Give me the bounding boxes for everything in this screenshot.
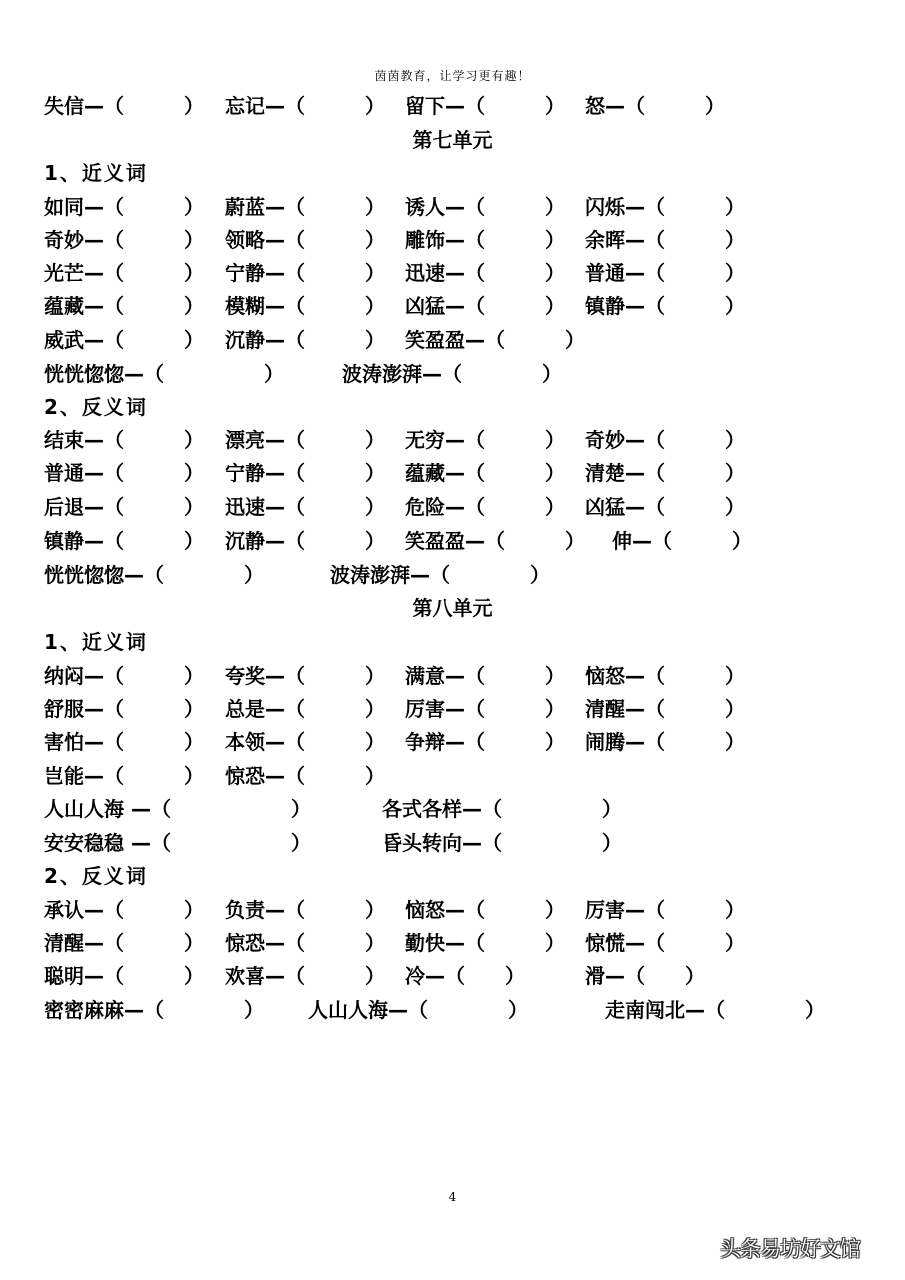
exercise-item: 后退—（ ） xyxy=(44,495,204,519)
exercise-item: 凶猛—（ ） xyxy=(585,495,745,519)
exercise-item: 惊恐—（ ） xyxy=(225,931,385,955)
exercise-item: 奇妙—（ ） xyxy=(585,428,745,452)
exercise-item: 夸奖—（ ） xyxy=(225,664,385,688)
exercise-row xyxy=(0,559,905,592)
exercise-item: 恍恍惚惚—（ ） xyxy=(44,563,264,587)
exercise-item: 如同—（ ） xyxy=(44,195,204,219)
exercise-item: 聪明—（ ） xyxy=(44,964,204,988)
exercise-row xyxy=(0,290,905,323)
exercise-item: 威武—（ ） xyxy=(44,328,204,352)
exercise-row xyxy=(0,760,905,793)
exercise-item: 昏头转向—（ ） xyxy=(382,831,622,855)
exercise-item: 普通—（ ） xyxy=(585,261,745,285)
exercise-item: 伸—（ ） xyxy=(612,529,752,553)
exercise-item: 漂亮—（ ） xyxy=(225,428,385,452)
exercise-item: 惊慌—（ ） xyxy=(585,931,745,955)
exercise-item: 奇妙—（ ） xyxy=(44,228,204,252)
exercise-item: 本领—（ ） xyxy=(225,730,385,754)
exercise-row xyxy=(0,960,905,993)
exercise-item: 厉害—（ ） xyxy=(405,697,565,721)
exercise-row xyxy=(0,660,905,693)
exercise-item: 雕饰—（ ） xyxy=(405,228,565,252)
exercise-item: 闪烁—（ ） xyxy=(585,195,745,219)
exercise-item: 人山人海—（ ） xyxy=(308,998,528,1022)
exercise-item: 各式各样—（ ） xyxy=(382,797,622,821)
exercise-item: 承认—（ ） xyxy=(44,898,204,922)
exercise-item: 恼怒—（ ） xyxy=(405,898,565,922)
exercise-item: 人山人海 —（ ） xyxy=(44,797,311,821)
exercise-item: 领略—（ ） xyxy=(225,228,385,252)
section-heading: 1、近义词 xyxy=(44,161,148,185)
exercise-row xyxy=(0,191,905,224)
exercise-item: 镇静—（ ） xyxy=(44,529,204,553)
exercise-item: 危险—（ ） xyxy=(405,495,565,519)
page-header: 茵茵教育，让学习更有趣！ xyxy=(374,69,531,83)
exercise-item: 凶猛—（ ） xyxy=(405,294,565,318)
exercise-row xyxy=(0,457,905,490)
exercise-item: 留下—（ ） xyxy=(405,94,565,118)
section-heading: 2、反义词 xyxy=(44,864,148,888)
exercise-item: 清楚—（ ） xyxy=(585,461,745,485)
exercise-item: 宁静—（ ） xyxy=(225,461,385,485)
exercise-row xyxy=(0,827,905,860)
exercise-item: 迅速—（ ） xyxy=(405,261,565,285)
exercise-item: 蕴藏—（ ） xyxy=(405,461,565,485)
exercise-item: 争辩—（ ） xyxy=(405,730,565,754)
exercise-row xyxy=(0,793,905,826)
exercise-item: 沉静—（ ） xyxy=(225,529,385,553)
exercise-item: 舒服—（ ） xyxy=(44,697,204,721)
watermark: 头条易坊好文馆 xyxy=(720,1237,860,1261)
exercise-item: 光芒—（ ） xyxy=(44,261,204,285)
exercise-item: 惊恐—（ ） xyxy=(225,764,385,788)
exercise-item: 宁静—（ ） xyxy=(225,261,385,285)
exercise-item: 走南闯北—（ ） xyxy=(605,998,825,1022)
exercise-item: 笑盈盈—（ ） xyxy=(405,328,585,352)
exercise-item: 忘记—（ ） xyxy=(225,94,385,118)
exercise-item: 恼怒—（ ） xyxy=(585,664,745,688)
exercise-row xyxy=(0,324,905,357)
exercise-item: 沉静—（ ） xyxy=(225,328,385,352)
exercise-row xyxy=(0,525,905,558)
exercise-item: 清醒—（ ） xyxy=(585,697,745,721)
exercise-item: 勤快—（ ） xyxy=(405,931,565,955)
exercise-item: 蔚蓝—（ ） xyxy=(225,195,385,219)
exercise-item: 滑—（ ） xyxy=(585,964,705,988)
exercise-item: 结束—（ ） xyxy=(44,428,204,452)
exercise-item: 闹腾—（ ） xyxy=(585,730,745,754)
exercise-item: 纳闷—（ ） xyxy=(44,664,204,688)
exercise-item: 岂能—（ ） xyxy=(44,764,204,788)
exercise-item: 满意—（ ） xyxy=(405,664,565,688)
exercise-item: 诱人—（ ） xyxy=(405,195,565,219)
exercise-row xyxy=(0,927,905,960)
exercise-item: 负责—（ ） xyxy=(225,898,385,922)
exercise-row xyxy=(0,491,905,524)
exercise-item: 余晖—（ ） xyxy=(585,228,745,252)
exercise-row xyxy=(0,424,905,457)
exercise-row xyxy=(0,90,905,123)
exercise-item: 笑盈盈—（ ） xyxy=(405,529,585,553)
exercise-item: 害怕—（ ） xyxy=(44,730,204,754)
exercise-row xyxy=(0,224,905,257)
exercise-row xyxy=(0,894,905,927)
unit-title: 第七单元 xyxy=(412,128,493,152)
exercise-row xyxy=(0,358,905,391)
section-heading: 1、近义词 xyxy=(44,630,148,654)
exercise-item: 波涛澎湃—（ ） xyxy=(342,362,562,386)
exercise-row xyxy=(0,726,905,759)
unit-title: 第八单元 xyxy=(412,596,493,620)
exercise-item: 恍恍惚惚—（ ） xyxy=(44,362,284,386)
exercise-item: 欢喜—（ ） xyxy=(225,964,385,988)
exercise-item: 总是—（ ） xyxy=(225,697,385,721)
exercise-item: 清醒—（ ） xyxy=(44,931,204,955)
exercise-item: 失信—（ ） xyxy=(44,94,204,118)
exercise-item: 安安稳稳 —（ ） xyxy=(44,831,311,855)
exercise-item: 迅速—（ ） xyxy=(225,495,385,519)
exercise-item: 怒—（ ） xyxy=(585,94,725,118)
exercise-item: 密密麻麻—（ ） xyxy=(44,998,264,1022)
exercise-item: 冷—（ ） xyxy=(405,964,525,988)
exercise-item: 波涛澎湃—（ ） xyxy=(330,563,550,587)
exercise-row xyxy=(0,994,905,1027)
exercise-item: 无穷—（ ） xyxy=(405,428,565,452)
exercise-row xyxy=(0,693,905,726)
exercise-item: 厉害—（ ） xyxy=(585,898,745,922)
exercise-item: 普通—（ ） xyxy=(44,461,204,485)
exercise-item: 蕴藏—（ ） xyxy=(44,294,204,318)
exercise-row xyxy=(0,257,905,290)
section-heading: 2、反义词 xyxy=(44,395,148,419)
exercise-item: 镇静—（ ） xyxy=(585,294,745,318)
page-number: 4 xyxy=(448,1190,457,1204)
exercise-item: 模糊—（ ） xyxy=(225,294,385,318)
